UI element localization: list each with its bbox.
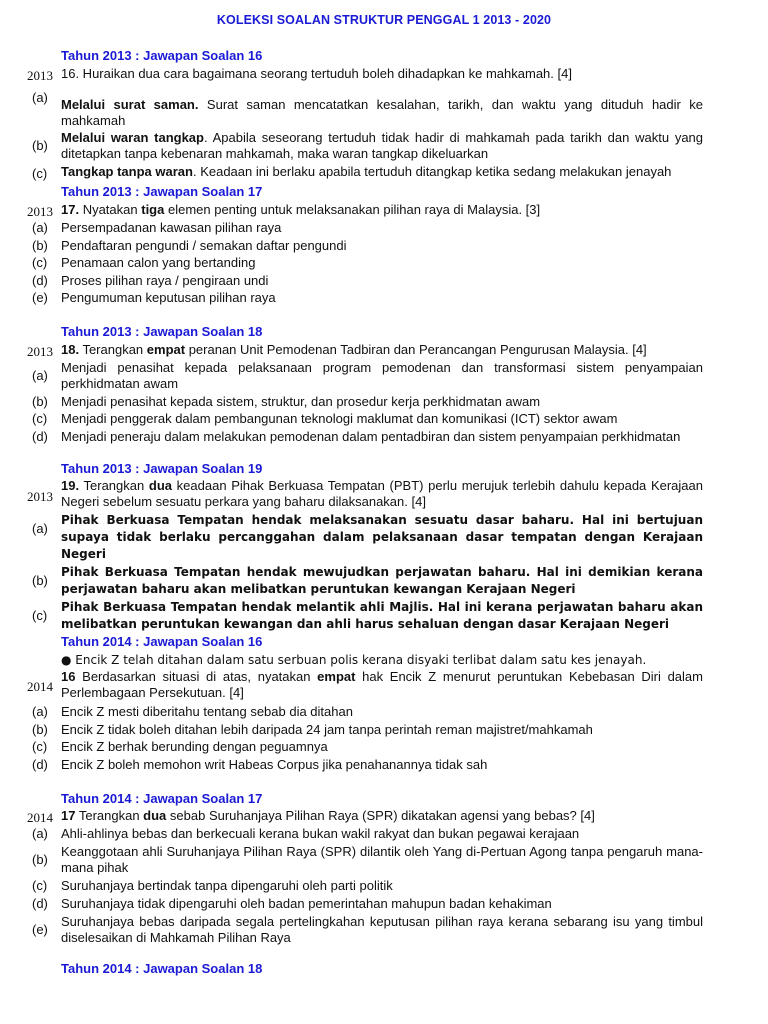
- question-row: [0, 478, 768, 510]
- year-label: 2013: [27, 489, 53, 504]
- item-label: (b): [32, 138, 48, 153]
- question-text: Nyatakan: [79, 202, 142, 217]
- answer-text: Pihak Berkuasa Tempatan hendak mewujudkan perjawatan baharu. Hal ini demikian kerana perjawatan baharu akan melibatkan peruntukan kewangan Kerajaan Negeri: [61, 565, 703, 596]
- answer-text: Pihak Berkuasa Tempatan hendak melaksanakan sesuatu dasar baharu. Hal ini bertujuan supaya tidak berlaku percanggahan dalam pelaksanaan dasar tempatan dengan Kerajaan Negeri: [61, 513, 703, 561]
- item-label: (c): [32, 166, 48, 181]
- answer-text: Encik Z berhak berunding dengan peguamnya: [61, 739, 328, 754]
- answer-item: [0, 220, 768, 236]
- answer-text: Keanggotaan ahli Suruhanjaya Pilihan Raya (SPR) dilantik oleh Yang di-Pertuan Agong tanpa pengaruh mana-mana pihak: [61, 844, 703, 875]
- item-label: (b): [32, 852, 48, 867]
- item-label: (a): [32, 368, 48, 383]
- answer-item: [0, 896, 768, 912]
- answer-item: [0, 429, 768, 445]
- answer-item: [0, 599, 768, 633]
- answer-item: [0, 164, 768, 180]
- item-label: (a): [32, 521, 48, 536]
- answer-text: Encik Z tidak boleh ditahan lebih daripada 24 jam tanpa perintah reman majistret/mahkamah: [61, 721, 593, 737]
- answer-item: [0, 757, 768, 773]
- item-label: (e): [32, 922, 48, 937]
- section-heading: Tahun 2013 : Jawapan Soalan 19: [61, 461, 263, 476]
- answer-keyword: Melalui waran tangkap: [61, 130, 204, 145]
- answer-text: Menjadi peneraju dalam melakukan pemodenan dalam pentadbiran dan sistem penyampaian perkhidmatan: [61, 428, 681, 444]
- year-label: 2014: [27, 810, 53, 825]
- answer-text: Proses pilihan raya / pengiraan undi: [61, 272, 269, 288]
- answer-text: Menjadi penggerak dalam pembangunan teknologi maklumat dan komunikasi (ICT) sektor awam: [61, 411, 618, 426]
- question-text: sebab Suruhanjaya Pilihan Raya (SPR) dikatakan agensi yang bebas? [4]: [166, 808, 595, 823]
- section-heading: Tahun 2014 : Jawapan Soalan 18: [61, 961, 263, 976]
- answer-item: [0, 290, 768, 306]
- section-heading: Tahun 2014 : Jawapan Soalan 16: [61, 634, 263, 649]
- section-heading: Tahun 2013 : Jawapan Soalan 17: [61, 184, 263, 199]
- question-text: Terangkan: [79, 478, 149, 493]
- answer-text: Pengumuman keputusan pilihan raya: [61, 290, 276, 305]
- answer-text: Suruhanjaya bertindak tanpa dipengaruhi oleh parti politik: [61, 878, 393, 893]
- item-label: (d): [32, 896, 48, 911]
- item-label: (c): [32, 878, 48, 893]
- answer-text: Menjadi penasihat kepada pelaksanaan program pemodenan dan transformasi sistem penyampaian perkhidmatan awam: [61, 360, 703, 391]
- question-text: Berdasarkan situasi di atas, nyatakan: [75, 669, 318, 684]
- question-keyword: dua: [148, 478, 173, 493]
- question-row: [0, 808, 768, 824]
- question-number: 17: [61, 808, 76, 823]
- answer-item: [0, 255, 768, 271]
- answer-item: [0, 826, 768, 842]
- item-label: (a): [32, 220, 48, 235]
- answer-text: Suruhanjaya tidak dipengaruhi oleh badan pemerintahan mahupun badan kehakiman: [61, 896, 552, 911]
- question-number: 19.: [61, 478, 80, 493]
- year-label: 2014: [27, 679, 53, 694]
- answer-keyword: Tangkap tanpa waran: [61, 164, 193, 179]
- question-block: [0, 652, 768, 773]
- item-label: (a): [32, 704, 48, 719]
- item-label: (d): [32, 272, 48, 288]
- answer-item: [0, 564, 768, 598]
- answer-item: [0, 844, 768, 876]
- question-number: 18.: [61, 342, 80, 357]
- situation-bullet: ● Encik Z telah ditahan dalam satu serbuan polis kerana disyaki terlibat dalam satu kes jenayah.: [61, 653, 647, 667]
- question-text: 16. Huraikan dua cara bagaimana seorang tertuduh boleh dihadapkan ke mahkamah. [4]: [61, 66, 572, 81]
- answer-text: Penamaan calon yang bertanding: [61, 255, 256, 270]
- answer-item: [0, 704, 768, 720]
- section-heading: Tahun 2013 : Jawapan Soalan 18: [61, 324, 263, 339]
- question-keyword: tiga: [141, 202, 165, 217]
- year-label: 2013: [27, 68, 53, 83]
- item-label: (b): [32, 237, 48, 253]
- answer-item: [0, 360, 768, 392]
- answer-item: [0, 739, 768, 755]
- answer-text: . Keadaan ini berlaku apabila tertuduh ditangkap ketika sedang melakukan jenayah: [192, 164, 672, 179]
- question-text: keadaan Pihak Berkuasa Tempatan (PBT) perlu merujuk terlebih dahulu kepada Kerajaan Negeri sebelum sesuatu perkara yang baharu dilaksanakan. [4]: [61, 478, 703, 509]
- answer-item: [0, 914, 768, 946]
- item-label: (c): [32, 739, 48, 754]
- item-label: (d): [32, 428, 48, 444]
- question-block: [0, 202, 768, 306]
- section-heading: Tahun 2013 : Jawapan Soalan 16: [61, 48, 263, 63]
- question-keyword: dua: [143, 808, 167, 823]
- question-block: [0, 66, 768, 180]
- answer-item: [0, 238, 768, 254]
- answer-text: Ahli-ahlinya bebas dan berkecuali kerana bukan wakil rakyat dan bukan pegawai kerajaan: [61, 826, 580, 841]
- item-label: (a): [32, 90, 48, 105]
- question-text: peranan Unit Pemodenan Tadbiran dan Perancangan Pengurusan Malaysia. [4]: [185, 342, 647, 357]
- question-text: hak Encik Z menurut peruntukan Kebebasan Diri dalam Perlembagaan Persekutuan. [4]: [61, 669, 703, 700]
- answer-item: [0, 411, 768, 427]
- section-heading: Tahun 2014 : Jawapan Soalan 17: [61, 791, 263, 806]
- answer-keyword: Melalui surat saman.: [61, 97, 199, 112]
- question-text: elemen penting untuk melaksanakan pilihan raya di Malaysia. [3]: [164, 202, 541, 217]
- answer-item: [0, 90, 768, 129]
- question-block: [0, 478, 768, 633]
- question-block: [0, 342, 768, 445]
- question-number: 16: [61, 669, 76, 684]
- question-number: 17.: [61, 202, 80, 217]
- answer-item: [0, 722, 768, 738]
- item-label: (b): [32, 721, 48, 737]
- question-text: Terangkan: [75, 808, 144, 823]
- item-label: (c): [32, 608, 48, 623]
- question-row: [0, 669, 768, 701]
- answer-item: [0, 130, 768, 162]
- answer-text: Pendaftaran pengundi / semakan daftar pengundi: [61, 237, 347, 253]
- item-label: (d): [32, 756, 48, 772]
- item-label: (b): [32, 393, 48, 409]
- answer-item: [0, 394, 768, 410]
- question-row: [0, 66, 768, 82]
- answer-text: Persempadanan kawasan pilihan raya: [61, 220, 282, 235]
- question-row: [0, 202, 768, 218]
- situation-row: [0, 652, 768, 668]
- answer-item: [0, 273, 768, 289]
- item-label: (a): [32, 826, 48, 841]
- answer-text: Menjadi penasihat kepada sistem, struktur, dan prosedur kerja perkhidmatan awam: [61, 393, 541, 409]
- answer-text: . Apabila seseorang tertuduh tidak hadir di mahkamah pada tarikh dan waktu yang ditetapkan tanpa kebenaran mahkamah, maka waran tangkap dikeluarkan: [61, 130, 704, 161]
- question-keyword: empat: [317, 669, 356, 684]
- year-label: 2013: [27, 204, 53, 219]
- year-label: 2013: [27, 344, 53, 359]
- answer-text: Pihak Berkuasa Tempatan hendak melantik ahli Majlis. Hal ini kerana perjawatan baharu akan melibatkan peruntukan kewangan dan ahli harus sehaluan dengan dasar Kerajaan Negeri: [61, 600, 703, 631]
- item-label: (e): [32, 290, 48, 305]
- answer-text: Encik Z boleh memohon writ Habeas Corpus jika penahanannya tidak sah: [61, 756, 488, 772]
- answer-item: [0, 512, 768, 563]
- answer-text: Encik Z mesti diberitahu tentang sebab dia ditahan: [61, 704, 353, 719]
- item-label: (c): [32, 411, 48, 426]
- document-title: KOLEKSI SOALAN STRUKTUR PENGGAL 1 2013 - 2020: [216, 13, 552, 27]
- item-label: (c): [32, 255, 48, 270]
- answer-item: [0, 878, 768, 894]
- answer-text: Surat saman mencatatkan kesalahan, tarikh, dan waktu yang dituduh hadir ke mahkamah: [61, 97, 703, 128]
- question-keyword: empat: [146, 342, 186, 357]
- item-label: (b): [32, 573, 48, 588]
- question-block: [0, 808, 768, 946]
- question-text: Terangkan: [79, 342, 147, 357]
- answer-text: Suruhanjaya bebas daripada segala pertelingkahan keputusan pilihan raya kerana sebarang isu yang timbul diselesaikan di Mahkamah Pilihan Raya: [61, 914, 703, 945]
- question-row: [0, 342, 768, 358]
